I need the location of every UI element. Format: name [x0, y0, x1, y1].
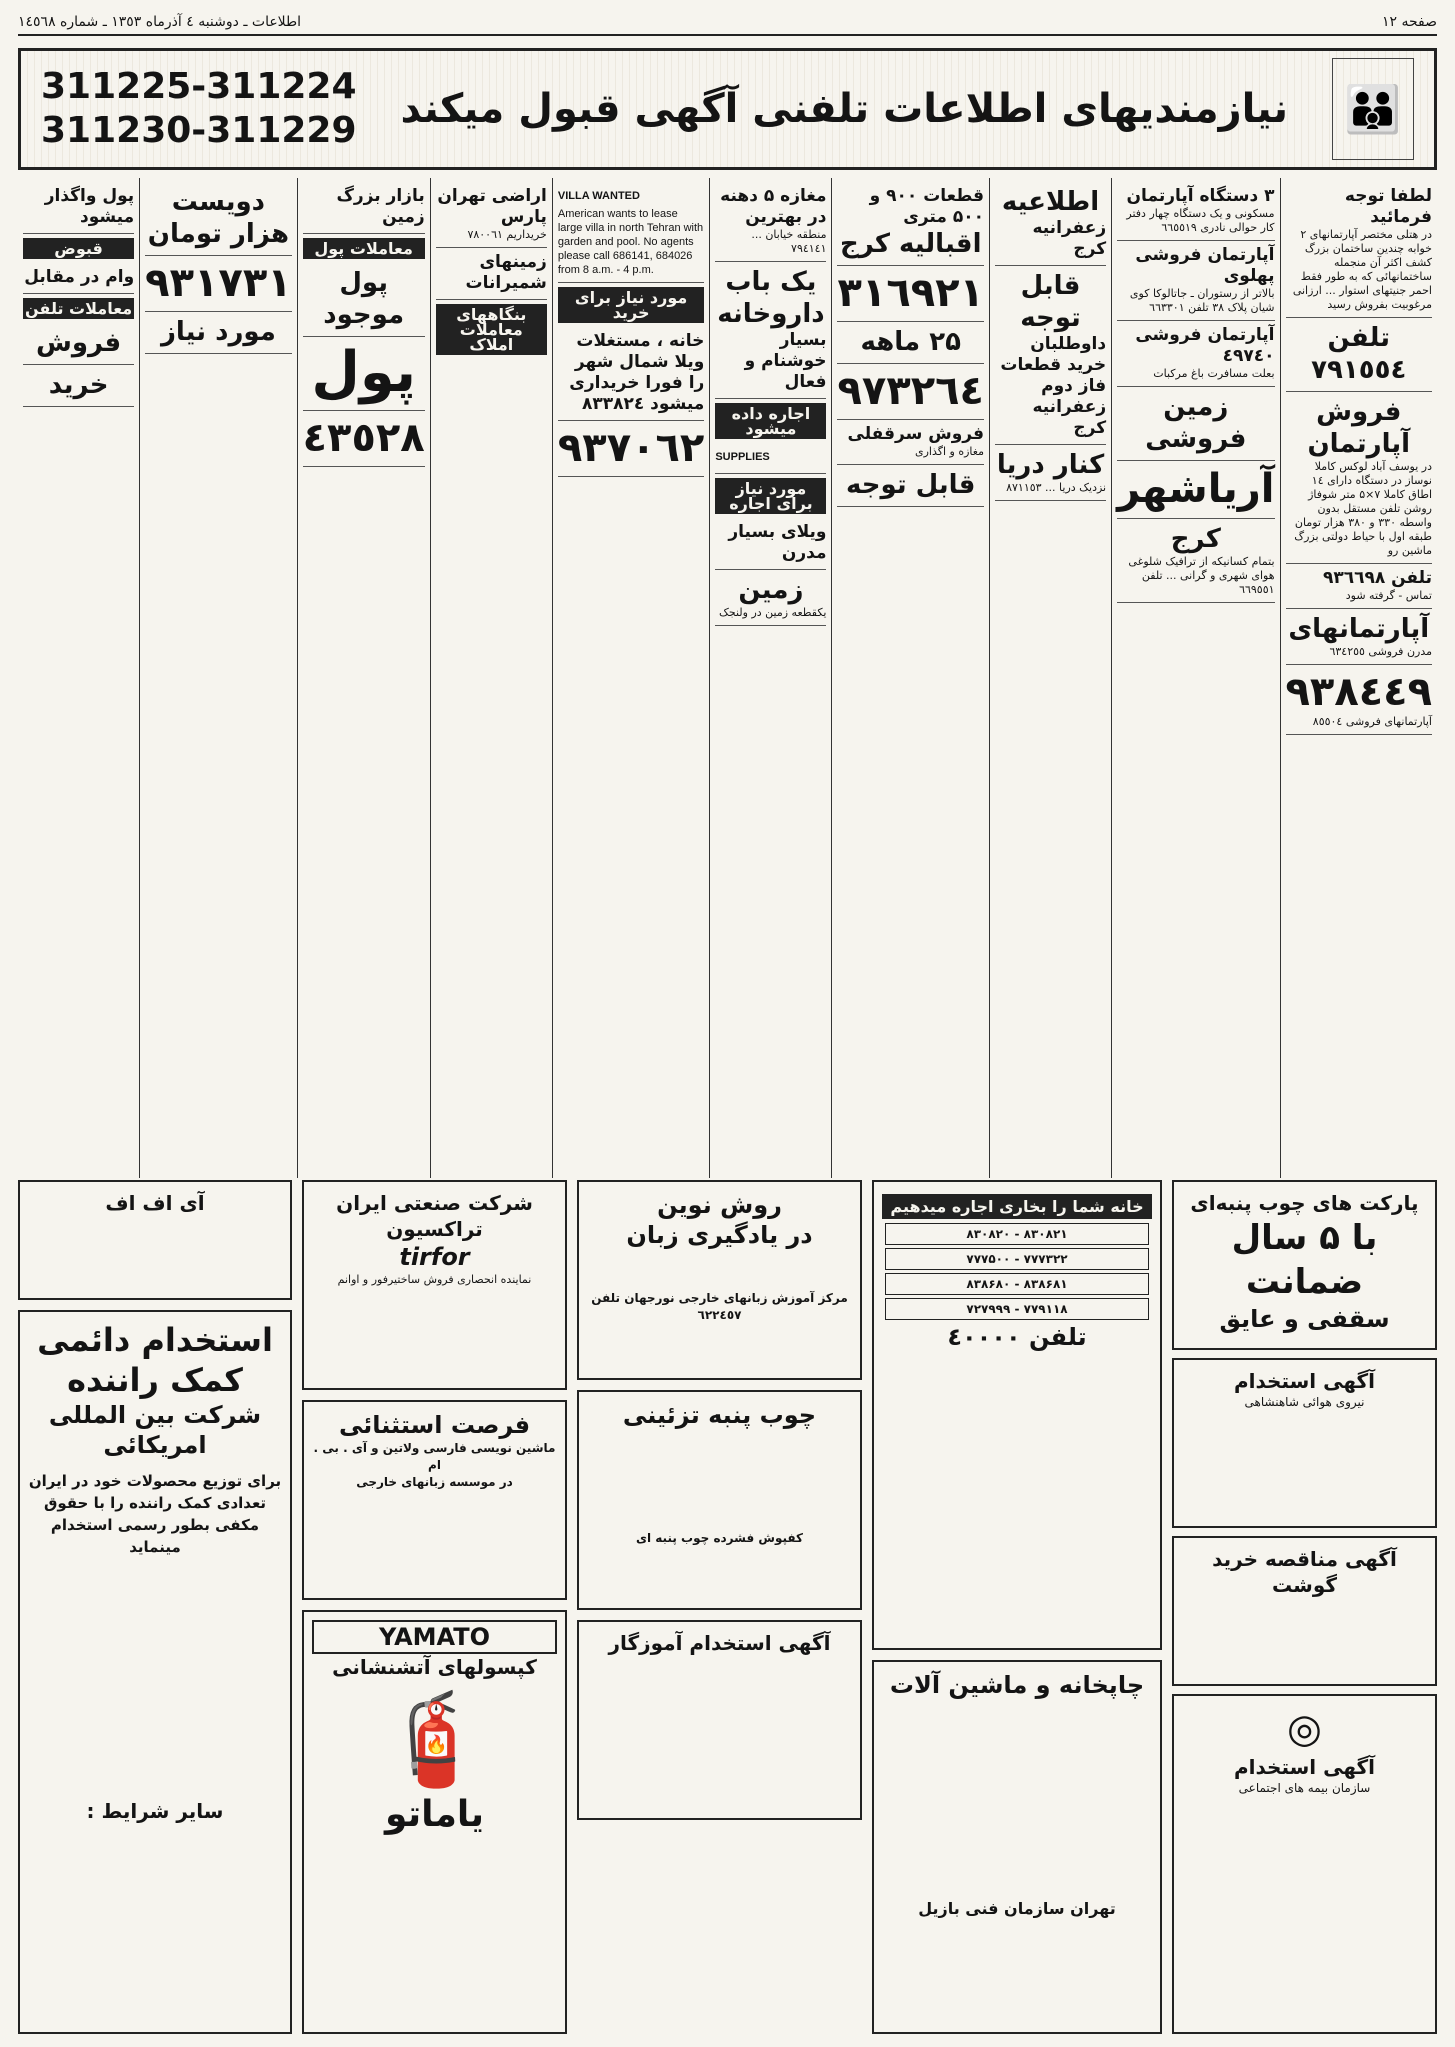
ad-box-brand: tirfor	[399, 1243, 470, 1271]
ad-heading: فروش	[35, 328, 122, 358]
ad-heading: پول واگذار میشود	[44, 186, 135, 227]
column-4	[831, 178, 988, 1178]
ad-heading: قابل توجه	[846, 470, 976, 500]
ad-box-yamato	[302, 1610, 567, 2034]
ad-text: American wants to lease large villa in north Tehran with garden and pool. No agents please call 686141, 684026 from 8 a.m. - 4 p.m.	[557, 208, 704, 276]
ad	[303, 337, 425, 411]
ad-box-title: روش نوین	[657, 1191, 782, 1219]
ad-text: نزدیک دریا ... ٨٧١١٥٣	[1006, 481, 1107, 494]
ad	[1286, 665, 1432, 735]
ad-box-subtitle: در یادگیری زبان	[626, 1221, 813, 1249]
ad-heading: SUPPLIES	[715, 451, 770, 463]
ad-heading: زمین	[738, 575, 804, 605]
column-2	[1111, 178, 1279, 1178]
ad-box-title: کپسولهای آتشنشانی	[332, 1655, 537, 1679]
ad-heading: دویست هزار تومان	[147, 187, 290, 249]
ad-box-title: چاپخانه و ماشین آلات	[889, 1671, 1145, 1699]
ad-heading: پول	[311, 340, 417, 405]
ad-box-company: شرکت بین المللی امریکائی	[48, 1401, 262, 1459]
family-figure-icon: 👪	[1332, 58, 1414, 160]
ad-box-amuzgar	[577, 1620, 862, 1820]
ad-box-subtitle: با ۵ سال ضمانت	[1231, 1218, 1378, 1302]
ad-heading: تلفن ٩٣٦٦٩٨	[1322, 568, 1432, 588]
ad-box-zaban	[577, 1180, 862, 1380]
ad-box-subtitle: سازمان بیمه های اجتماعی	[1238, 1781, 1371, 1795]
ad-box-employ	[18, 1310, 292, 2034]
paper-info: اطلاعات ـ دوشنبه ٤ آذرماه ١٣٥٣ ـ شماره ١٤٥٦٨	[18, 14, 302, 30]
ad-heading: اراضی تهران پارس	[437, 186, 547, 227]
ad	[1117, 241, 1274, 321]
ad-box-title: چوب پنبه تزئینی	[622, 1401, 817, 1429]
ad-box-title: استخدام دائمی	[37, 1321, 273, 1359]
ad-phone: ٩٣٨٤٤٩	[1285, 669, 1432, 715]
ad-box-title: خانه شما را بخاری اجاره میدهیم	[882, 1194, 1152, 1219]
ad-heading: ۲۵ ماهه	[860, 327, 961, 357]
ad-box-chub	[577, 1390, 862, 1610]
ad-heading: زمین فروشی	[1145, 392, 1247, 454]
ad-heading: قابل توجه	[1020, 271, 1081, 333]
column-10	[18, 178, 139, 1178]
ad-heading: قطعات ۹۰۰ و ۵۰۰ متری	[869, 186, 984, 227]
ad-box-subtitle: کمک راننده	[67, 1361, 243, 1399]
ad-text: بالاتر از رستوران ـ جاتالوکا کوی شیان پلاک ۳۸ تلفن ٦٦٣٣٠١	[1129, 287, 1275, 314]
ad-box-chapkhane	[872, 1660, 1162, 2034]
ad-heading: آپارتمانهای	[1288, 614, 1430, 644]
ad	[303, 263, 425, 337]
section-header: بنگاههای معاملات املاک	[436, 304, 547, 355]
ad-heading: فروش آپارتمان	[1307, 397, 1411, 459]
ad	[1286, 564, 1432, 609]
ad-box-text: مرکز آموزش زبانهای خارجی نورجهان تلفن ٦٢٢٤٥٧	[591, 1291, 848, 1322]
ad-heading: خرید	[48, 370, 109, 400]
ad	[145, 312, 291, 354]
page-header	[18, 10, 1437, 36]
ad-heading: VILLA WANTED	[557, 190, 640, 202]
section-header: مورد نیاز برای اجاره	[715, 478, 826, 514]
classifieds-banner	[18, 48, 1437, 170]
ad-box-gusht	[1172, 1536, 1437, 1686]
ad-heading: مغازه ۵ دهنه در بهترین	[720, 186, 827, 227]
column-6	[552, 178, 709, 1178]
ad-heading: لطفا توجه فرمائید	[1344, 186, 1432, 227]
ad	[145, 182, 291, 256]
ad	[995, 266, 1106, 445]
ad	[303, 411, 425, 467]
column-1	[1280, 178, 1437, 1178]
ad	[715, 443, 826, 474]
ad-box-subtitle: نیروی هوائی شاهنشاهی	[1244, 1395, 1365, 1409]
ad-subheading: اقبالیه کرج	[839, 229, 982, 259]
ad-box-bokhari	[872, 1180, 1162, 1650]
ad-box-title: شرکت صنعتی ایران تراکسیون	[336, 1191, 533, 1241]
ad-box-name: یاماتو	[385, 1794, 484, 1835]
ad	[145, 256, 291, 312]
ad-box-title: آگهی مناقصه خرید گوشت	[1212, 1547, 1397, 1597]
ad-box-title: فرصت استثنائی	[338, 1411, 531, 1439]
banner-phone-1: 311225-311224	[41, 66, 357, 107]
banner-phone-2: 311230-311229	[41, 110, 357, 151]
ad-phone: ٣١٦٩٢١	[837, 270, 984, 316]
ad-box-title: پارکت های چوب پنبه‌ای	[1190, 1191, 1419, 1215]
column-3	[989, 178, 1111, 1178]
ad	[715, 570, 826, 626]
ad-box-text: ماشین نویسی فارسی ولاتین و آی . بی . ام	[313, 1441, 556, 1472]
ad-heading: تلفن ٧٩١٥٥٤	[1311, 323, 1407, 385]
section-header: مورد نیاز برای خرید	[558, 287, 704, 323]
classifieds-columns	[18, 178, 1437, 1178]
ad	[23, 365, 134, 407]
ad	[995, 182, 1106, 266]
ad-box-subtitle: در موسسه زبانهای خارجی	[356, 1475, 513, 1489]
ad	[715, 518, 826, 570]
ad	[1117, 321, 1274, 387]
ad-text: تماس - گرفته شود	[1345, 589, 1432, 602]
ad-box-text: نماینده انحصاری فروش ساختیرفور و اوانم	[337, 1273, 532, 1286]
ad	[1286, 182, 1432, 318]
ad-heading: آریاشهر	[1117, 466, 1275, 512]
ad-heading: زمینهای شمیرانات	[465, 252, 547, 293]
ad-box-company: سقفی و عایق	[1219, 1305, 1390, 1333]
ad-text: در یوسف آباد لوکس کاملا نوساز در دستگاه دارای ۱٤ اطاق کاملا ۷×۵ متر شوفاژ روشن تلفن مستقل بدون واسطه ٣٣٠ و ٣٨٠ هزار تومان طبقه اول با حیاط دولتی بزرگ ماشین رو	[1294, 460, 1432, 557]
ad	[23, 323, 134, 365]
ad-heading: وام در مقابل	[24, 267, 135, 287]
family-emblem-icon: ◎	[1287, 1706, 1322, 1752]
banner-phones	[41, 65, 357, 153]
ad	[837, 182, 983, 266]
ad	[1117, 519, 1274, 603]
ad-box-phone: تلفن ٤٠٠٠٠	[947, 1323, 1087, 1351]
phone-tile: ۸۳۸۶۸۰ - ۸۳۸۶۸۱	[885, 1273, 1149, 1295]
ad-heading: کرج	[1170, 524, 1221, 554]
ad-box-conditions: سایر شرایط :	[86, 1799, 224, 1823]
ad	[303, 182, 425, 234]
ad	[558, 327, 704, 421]
banner-title: نیازمندیهای اطلاعات تلفنی آگهی قبول میکند	[400, 86, 1289, 132]
ad-heading: فروش سرقفلی	[847, 424, 984, 444]
ad-heading: آپارتمان فروشی ٤٩٧٤٠	[1135, 325, 1275, 366]
ad	[558, 182, 704, 283]
ad-text: یکقطعه زمین در ولنجک	[719, 606, 827, 619]
phone-tile: ۷۷۷۵۰۰ - ۷۷۷۳۲۲	[885, 1248, 1149, 1270]
ad-heading: اطلاعیه	[1001, 187, 1100, 217]
section-header: معاملات تلفن	[23, 298, 134, 319]
ad-box-title: آی اف اف	[105, 1191, 205, 1215]
ad	[995, 445, 1106, 501]
section-header: قبوض	[23, 238, 134, 259]
ad	[558, 421, 704, 477]
ad-phone: ٩٣٧٠٦٢	[557, 425, 705, 471]
ad-text: منطقه خیابان ... ٧٩٤١٤١	[751, 228, 827, 255]
ad-box-subtitle: تهران سازمان فنی بازیل	[918, 1899, 1116, 1918]
ad-text: خریداریم ٧٨٠٠٦١	[467, 228, 547, 241]
ad	[715, 182, 826, 262]
ad-subheading: بسیار خوشنام و فعال	[744, 330, 827, 392]
column-5	[709, 178, 831, 1178]
ad-subheading: داوطلبان خرید قطعات فاز دوم زعفرانیه کرج	[1000, 334, 1107, 438]
ad-box-hava	[1172, 1358, 1437, 1528]
ad-phone: ٩٧٣٢٦٤	[837, 368, 984, 414]
ad-text: آپارتمانهای فروشی ٨٥٥٠٤	[1312, 715, 1432, 728]
ad-text: بتمام کسانیکه از ترافیک شلوغی هوای شهری و گرانی ... تلفن ٦٦٩٥٥١	[1128, 555, 1275, 596]
ad-text: مسکونی و یک دستگاه چهار دفتر کار حوالی نادری ٦٦٥٥١٩	[1126, 207, 1275, 234]
ad	[1117, 461, 1274, 519]
ad-box-title: آگهی استخدام آموزگار	[608, 1631, 831, 1655]
phone-tile: ۷۲۷۹۹۹ - ۷۷۹۱۱۸	[885, 1298, 1149, 1320]
ad-heading: کنار دریا	[996, 450, 1105, 480]
ad-box-tirfor	[302, 1180, 567, 1390]
ad-heading: آپارتمان فروشی پهلوی	[1135, 245, 1275, 286]
ad	[837, 266, 983, 322]
ad-heading: ۳ دستگاه آپارتمان	[1126, 186, 1275, 206]
ad-heading: ویلای بسیار مدرن	[728, 522, 827, 563]
ad	[1117, 182, 1274, 241]
ad-heading: مورد نیاز	[160, 317, 276, 347]
ad-text: مغازه و اگذاری	[914, 445, 984, 458]
ad	[837, 322, 983, 364]
display-ads	[18, 1180, 1437, 2040]
ad	[837, 420, 983, 465]
ad-heading: بازار بزرگ زمین	[336, 186, 425, 227]
ad	[837, 364, 983, 420]
ad-heading: پول موجود	[323, 268, 405, 330]
ad	[1286, 318, 1432, 392]
ad-text: مدرن فروشی ٦٣٤٢٥٥	[1329, 645, 1432, 658]
ad-box-brand: YAMATO	[312, 1620, 557, 1654]
ad-text: بعلت مسافرت باغ مرکبات	[1153, 367, 1275, 380]
ad	[23, 182, 134, 234]
ad-box-bime	[1172, 1694, 1437, 2034]
ad-phone: ٩٣١٧٣١	[145, 260, 292, 306]
section-header: معاملات پول	[303, 238, 425, 259]
ad	[1286, 609, 1432, 665]
ad	[436, 182, 547, 248]
ad	[715, 262, 826, 399]
ad-box-iff	[18, 1180, 292, 1300]
ad	[1117, 387, 1274, 461]
ad-heading: خانه ، مستغلات ویلا شمال شهر را فورا خریداری میشود ٨٣٣٨٢٤	[569, 331, 705, 414]
phone-tile: ۸۳۰۸۲۰ - ۸۳۰۸۲۱	[885, 1223, 1149, 1245]
column-7	[430, 178, 552, 1178]
ad-subheading: زعفرانیه کرج	[1032, 218, 1107, 259]
ad-phone: ٤٣٥٢٨	[302, 415, 425, 461]
ad	[436, 248, 547, 300]
ad	[837, 465, 983, 507]
ad-box-text: برای توزیع محصولات خود در ایران تعدادی کمک راننده را با حقوق مکفی بطور رسمی استخدام مینماید	[28, 1472, 282, 1556]
ad	[23, 263, 134, 294]
fire-extinguisher-icon: 🧯	[378, 1687, 491, 1792]
ad-box-forsat	[302, 1400, 567, 1600]
ad-box-parket	[1172, 1180, 1437, 1350]
column-8	[297, 178, 430, 1178]
ad-box-text: کفپوش فشرده چوب پنبه ای	[635, 1531, 803, 1545]
page-number: صفحه ۱۲	[1381, 14, 1437, 30]
ad	[1286, 392, 1432, 564]
column-9	[139, 178, 296, 1178]
ad-box-title: آگهی استخدام	[1233, 1755, 1376, 1779]
ad-text: در هتلی مختصر آپارتمانهای ۲ خوابه چندین ساختمان بزرگ کشف اکثر آن منجمله ساختمانهائی که به طور فقط احمر جنیتهای استوار ... ارزانی مرغوبیت بفروش رسید	[1292, 228, 1432, 311]
section-header: اجاره داده میشود	[715, 403, 826, 439]
ad-box-title: آگهی استخدام	[1233, 1369, 1376, 1393]
ad-heading: یک باب داروخانه	[717, 267, 825, 329]
